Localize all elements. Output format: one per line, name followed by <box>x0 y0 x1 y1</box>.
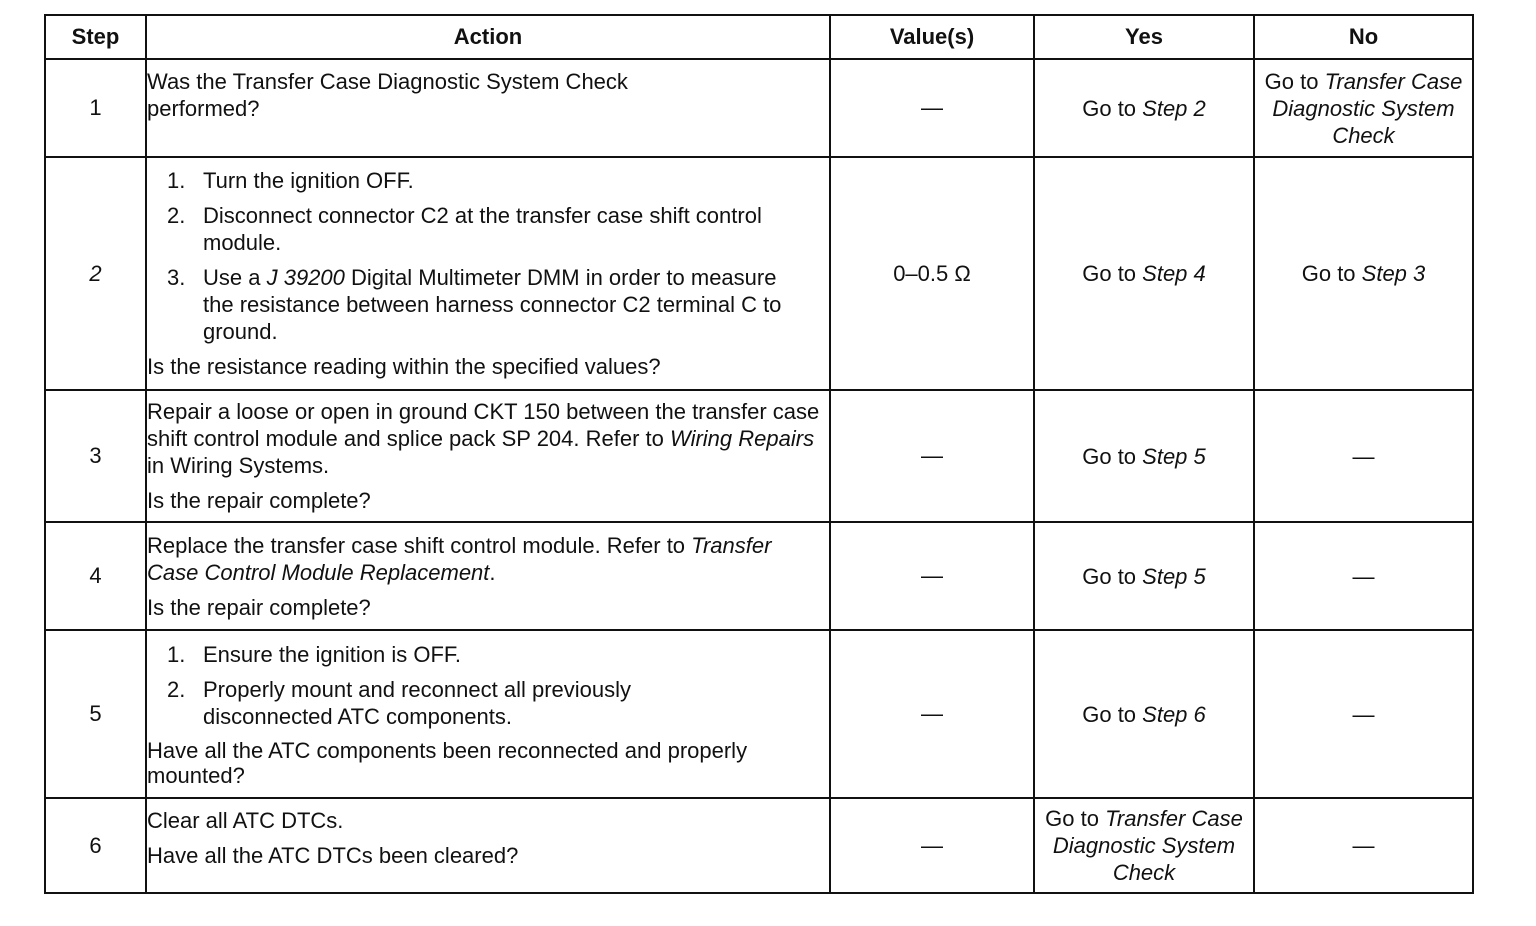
action-step-number: 2. <box>167 203 186 228</box>
action-question: Is the repair complete? <box>147 488 371 513</box>
yes-link[interactable]: Step 6 <box>1142 701 1206 727</box>
action-question: Have all the ATC components been reconnected and properly mounted? <box>147 737 748 788</box>
action-step-number: 2. <box>167 676 186 702</box>
table-row-step-5 <box>45 630 1473 798</box>
action-text <box>147 532 829 586</box>
yes-cell[interactable] <box>1034 798 1254 893</box>
action-text: Clear all ATC DTCs. <box>147 808 344 833</box>
yes-link[interactable]: Transfer Case Diagnostic System Check <box>1052 806 1243 885</box>
step-number: 4 <box>45 522 146 630</box>
action-cell <box>146 59 830 157</box>
yes-prefix: Go to <box>1082 701 1143 727</box>
step-number: 3 <box>45 390 146 522</box>
reference-link[interactable]: Wiring Repairs <box>670 426 815 451</box>
yes-prefix: Go to <box>1082 261 1143 286</box>
tool-reference: J 39200 <box>266 265 345 290</box>
action-steps-list <box>147 167 829 345</box>
action-step-number: 1. <box>167 641 186 667</box>
action-step-text: Turn the ignition OFF. <box>203 168 414 193</box>
yes-link[interactable]: Step 4 <box>1142 261 1206 286</box>
action-cell <box>146 630 830 798</box>
header-values: Value(s) <box>830 15 1034 59</box>
yes-prefix: Go to <box>1082 95 1143 121</box>
header-yes: Yes <box>1034 15 1254 59</box>
no-prefix: Go to <box>1301 261 1362 286</box>
action-question: Is the resistance reading within the specified values? <box>147 354 661 379</box>
action-step <box>147 641 829 668</box>
header-row <box>45 15 1473 59</box>
action-step <box>147 676 829 730</box>
value-cell: — <box>830 390 1034 522</box>
no-cell: — <box>1254 630 1473 798</box>
table-row-step-2 <box>45 157 1473 390</box>
yes-link[interactable]: Step 5 <box>1142 443 1206 469</box>
no-cell: — <box>1254 522 1473 630</box>
diagnostic-table <box>44 14 1474 894</box>
action-step-text: Disconnect connector C2 at the transfer case shift control module. <box>203 203 762 255</box>
no-cell: — <box>1254 798 1473 893</box>
action-step-text: Ensure the ignition is OFF. <box>203 641 462 667</box>
no-link[interactable]: Transfer Case Diagnostic System Check <box>1272 68 1463 148</box>
step-number: 6 <box>45 798 146 893</box>
table-row-step-4 <box>45 522 1473 630</box>
yes-cell[interactable] <box>1034 59 1254 157</box>
header-action: Action <box>146 15 830 59</box>
action-step-number: 1. <box>167 168 186 193</box>
table-row-step-6 <box>45 798 1473 893</box>
action-text-part: . <box>489 559 496 585</box>
action-cell <box>146 390 830 522</box>
table-row-step-1 <box>45 59 1473 157</box>
step-number: 2 <box>89 260 102 286</box>
action-step-text: Digital Multimeter DMM in order to measure the resistance between harness connector C2 terminal C to ground. <box>203 265 782 344</box>
no-cell[interactable] <box>1254 59 1473 157</box>
yes-cell[interactable] <box>1034 157 1254 390</box>
value-cell: 0–0.5 Ω <box>830 157 1034 390</box>
header-step: Step <box>45 15 146 59</box>
action-cell <box>146 798 830 893</box>
action-text-part: Replace the transfer case shift control module. Refer to <box>147 532 692 558</box>
action-text-part: Repair a loose or open in ground CKT 150 between the transfer case shift control module and splice pack SP 204. Refer to <box>147 399 820 451</box>
action-question: Is the repair complete? <box>147 594 371 620</box>
yes-prefix: Go to <box>1082 443 1143 469</box>
action-step <box>147 264 829 345</box>
yes-link[interactable]: Step 5 <box>1142 563 1206 589</box>
yes-link[interactable]: Step 2 <box>1142 95 1206 121</box>
no-prefix: Go to <box>1264 68 1325 94</box>
action-step <box>147 167 829 194</box>
action-step <box>147 202 829 256</box>
step-number: 1 <box>45 59 146 157</box>
no-link[interactable]: Step 3 <box>1361 261 1426 286</box>
yes-cell[interactable] <box>1034 630 1254 798</box>
action-steps-list <box>147 641 829 730</box>
action-cell <box>146 157 830 390</box>
action-cell <box>146 522 830 630</box>
value-cell: — <box>830 798 1034 893</box>
step-number-cell <box>45 157 146 390</box>
no-cell[interactable] <box>1254 157 1473 390</box>
action-question: Have all the ATC DTCs been cleared? <box>147 843 519 868</box>
yes-cell[interactable] <box>1034 522 1254 630</box>
no-cell: — <box>1254 390 1473 522</box>
action-text: Was the Transfer Case Diagnostic System Check performed? <box>147 69 628 121</box>
action-step-text: Use a <box>203 265 267 290</box>
table-row-step-3 <box>45 390 1473 522</box>
value-cell: — <box>830 522 1034 630</box>
header-no: No <box>1254 15 1473 59</box>
action-step-number: 3. <box>167 265 186 290</box>
action-text <box>147 398 829 479</box>
value-cell: — <box>830 630 1034 798</box>
yes-prefix: Go to <box>1045 806 1106 831</box>
reference-link[interactable]: Transfer Case Control Module Replacement <box>147 532 772 585</box>
action-step-text: Properly mount and reconnect all previously disconnected ATC components. <box>203 676 632 729</box>
yes-prefix: Go to <box>1082 563 1143 589</box>
yes-cell[interactable] <box>1034 390 1254 522</box>
action-text-part: in Wiring Systems. <box>147 453 330 478</box>
step-number: 5 <box>45 630 146 798</box>
value-cell: — <box>830 59 1034 157</box>
